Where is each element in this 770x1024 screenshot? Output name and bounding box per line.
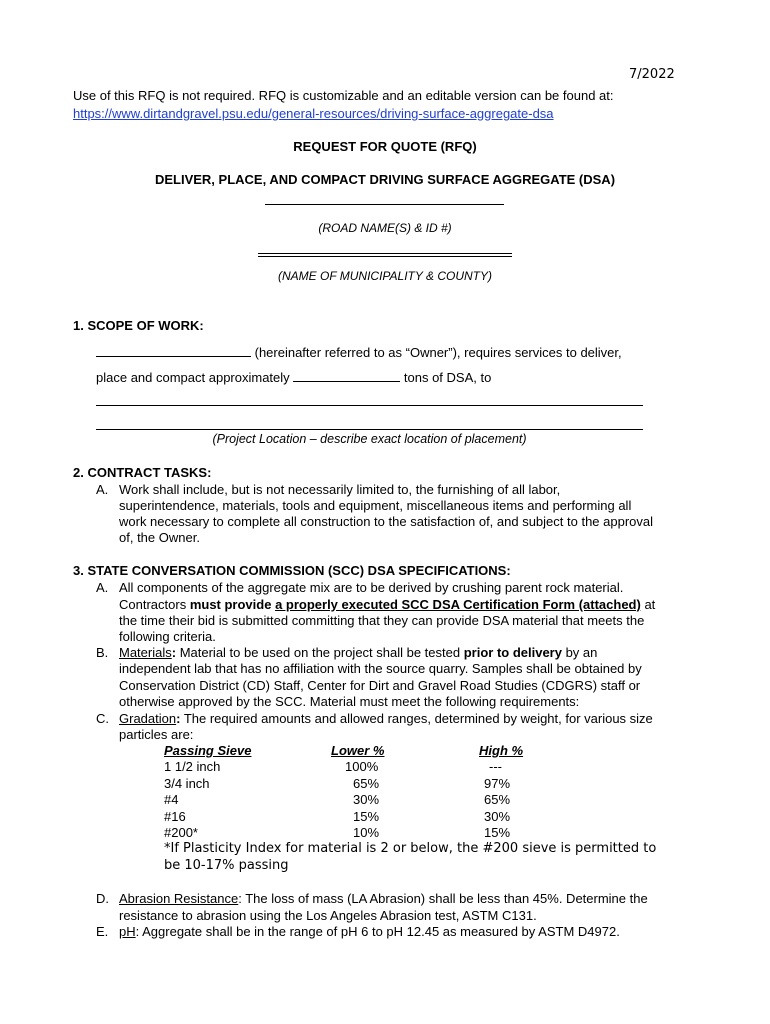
table-cell-lower: 100%	[345, 759, 379, 774]
municipality-blank[interactable]	[258, 253, 512, 254]
materials-label: Materials	[119, 645, 172, 660]
table-cell-high: 97%	[484, 776, 511, 791]
scc-a-marker: A.	[96, 580, 109, 595]
scc-b-line-1-post: by an	[561, 645, 598, 660]
plasticity-note-line-1: *If Plasticity Index for material is 2 or below, the #200 sieve is permitted to	[164, 841, 657, 856]
scc-a-line-2-post: at	[640, 597, 656, 612]
scc-e-line-1-text: : Aggregate shall be in the range of pH 6 to pH 12.45 as measured by ASTM D4972.	[135, 924, 620, 939]
scc-a-line-3: the time their bid is submitted committing that they can provide DSA material that meets the	[119, 613, 645, 628]
municipality-blank-underline	[258, 256, 512, 257]
contract-heading: 2. CONTRACT TASKS:	[73, 465, 212, 480]
table-cell-high: 65%	[484, 792, 511, 807]
scc-b-line-1-text: Material to be used on the project shall be tested	[176, 645, 464, 660]
scc-b-line-3: Conservation District (CD) Staff, Center for Dirt and Gravel Road Studies (CDGRS) staff or	[119, 678, 641, 693]
table-cell-sieve: 1 1/2 inch	[164, 759, 221, 774]
contract-a-line-2: superintendence, materials, tools and equipment, miscellaneous items and performing all	[119, 498, 632, 513]
scope-line-1	[96, 343, 622, 360]
contract-a-line-3: work necessary to complete all construction to the satisfaction of, and subject to the approval	[119, 514, 654, 529]
table-cell-lower: 15%	[353, 809, 380, 824]
table-cell-lower: 10%	[353, 825, 380, 840]
materials-colon: :	[171, 645, 177, 660]
scc-c-line-1	[119, 711, 653, 726]
dsa-resource-link[interactable]: https://www.dirtandgravel.psu.edu/general-resources/driving-surface-aggregate-dsa	[73, 106, 554, 121]
municipality-caption: (NAME OF MUNICIPALITY & COUNTY)	[277, 269, 493, 283]
scc-a-line-1: All components of the aggregate mix are to be derived by crushing parent rock material.	[119, 580, 624, 595]
ph-label: pH	[119, 924, 136, 939]
owner-name-blank[interactable]	[96, 343, 251, 357]
scope-line-2-post: tons of DSA, to	[400, 370, 492, 385]
scc-b-marker: B.	[96, 645, 109, 660]
gradation-label: Gradation	[119, 711, 177, 726]
tons-blank[interactable]	[293, 368, 400, 382]
intro-note: Use of this RFQ is not required. RFQ is customizable and an editable version can be found at:	[73, 88, 614, 103]
document-title: REQUEST FOR QUOTE (RFQ)	[293, 139, 477, 154]
contract-a-line-4: of, the Owner.	[119, 530, 200, 545]
table-header-lower: Lower %	[331, 743, 385, 758]
scc-c-line-2: particles are:	[119, 727, 194, 742]
table-cell-lower: 65%	[353, 776, 380, 791]
must-provide-text: must provide	[189, 597, 272, 612]
location-blank-2[interactable]	[96, 429, 643, 430]
scc-d-marker: D.	[96, 891, 109, 906]
scc-c-line-1-text: The required amounts and allowed ranges, determined by weight, for various size	[180, 711, 653, 726]
table-cell-high: 15%	[484, 825, 511, 840]
prior-to-delivery-text: prior to delivery	[463, 645, 562, 660]
scc-a-line-4: following criteria.	[119, 629, 216, 644]
contract-a-line-1: Work shall include, but is not necessarily limited to, the furnishing of all labor,	[119, 482, 561, 497]
scc-d-line-1-text: : The loss of mass (LA Abrasion) shall be less than 45%. Determine the	[238, 891, 648, 906]
road-name-caption: (ROAD NAME(S) & ID #)	[318, 221, 452, 235]
table-cell-sieve: #4	[164, 792, 179, 807]
table-cell-sieve: 3/4 inch	[164, 776, 210, 791]
certification-form-text: a properly executed SCC DSA Certification Form (attached)	[275, 597, 641, 612]
table-cell-high: ---	[489, 759, 502, 774]
scc-a-line-2	[119, 597, 655, 612]
table-cell-sieve: #16	[164, 809, 186, 824]
document-date: 7/2022	[629, 67, 675, 82]
location-caption: (Project Location – describe exact location of placement)	[212, 432, 527, 446]
scc-b-line-1	[119, 645, 597, 660]
plasticity-note-line-2: be 10-17% passing	[164, 858, 289, 873]
scc-heading: 3. STATE CONVERSATION COMMISSION (SCC) DSA SPECIFICATIONS:	[73, 563, 511, 578]
table-cell-lower: 30%	[353, 792, 380, 807]
scc-b-line-2: independent lab that has no affiliation with the source quarry. Samples shall be obtained by	[119, 661, 642, 676]
scc-a-line-2-pre: Contractors	[119, 597, 190, 612]
scc-d-line-1	[119, 891, 648, 906]
scc-e-marker: E.	[96, 924, 109, 939]
scope-line-2-pre: place and compact approximately	[96, 370, 294, 385]
location-blank-1[interactable]	[96, 405, 643, 406]
table-header-passing-sieve: Passing Sieve	[164, 743, 252, 758]
document-subtitle: DELIVER, PLACE, AND COMPACT DRIVING SURFACE AGGREGATE (DSA)	[154, 172, 616, 187]
road-name-blank[interactable]	[265, 204, 504, 205]
table-header-high: High %	[479, 743, 524, 758]
table-cell-sieve: #200*	[164, 825, 198, 840]
scope-heading: 1. SCOPE OF WORK:	[73, 318, 204, 333]
scope-line-1-text: (hereinafter referred to as “Owner”), requires services to deliver,	[251, 345, 622, 360]
scc-d-line-2: resistance to abrasion using the Los Angeles Abrasion test, ASTM C131.	[119, 908, 537, 923]
scope-line-2	[96, 368, 491, 385]
scc-e-line-1	[119, 924, 620, 939]
contract-a-marker: A.	[96, 482, 109, 497]
abrasion-resistance-label: Abrasion Resistance	[119, 891, 239, 906]
scc-b-line-4: otherwise approved by the SCC. Material must meet the following requirements:	[119, 694, 580, 709]
table-cell-high: 30%	[484, 809, 511, 824]
scc-c-marker: C.	[96, 711, 109, 726]
gradation-colon: :	[176, 711, 181, 726]
